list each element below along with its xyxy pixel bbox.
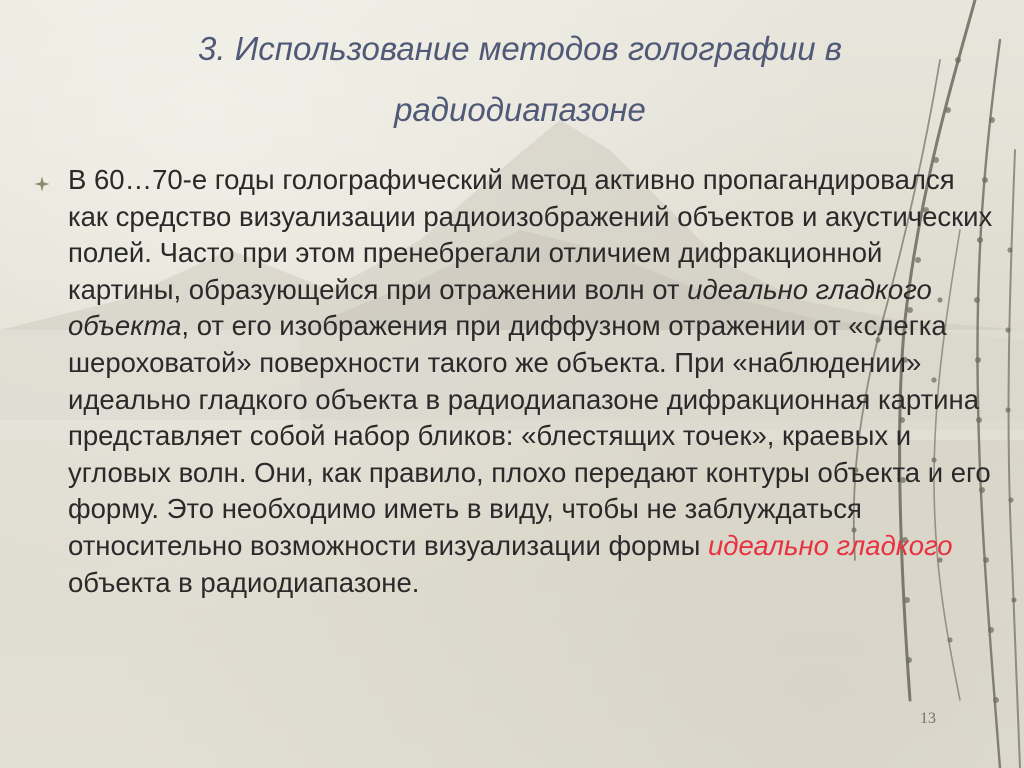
- page-number: 13: [920, 710, 936, 727]
- diamond-four-point-icon: [34, 176, 50, 192]
- slide-title-line-2: радиодиапазоне: [394, 91, 646, 128]
- slide-title: [60, 18, 980, 140]
- body-text-part-3: объекта в радиодиапазоне.: [68, 566, 420, 598]
- emphasis-ideal-smooth-object: идеально гладкого объекта: [68, 273, 932, 342]
- body-text-part-2: , от его изображения при диффузном отражении от «слегка шероховатой» поверхности такого же объекта. При «наблюдении» идеально гладкого объекта в радиодиапазоне дифракционная картина представляет собой набор бликов: «блестящих точек», краевых и угловых волн. Они, как правило, плохо передают контуры объекта и его форму. Это необходимо иметь в виду, чтобы не заблуждаться относительно возможности визуализации формы: [68, 310, 991, 561]
- slide-title-line-1: 3. Использование методов голографии в: [198, 30, 842, 67]
- bullet-text: [68, 162, 998, 601]
- body-text-part-1: В 60…70-е годы голографический метод активно пропагандировался как средство визуализации радиоизображений объектов и акустических полей. Часто при этом пренебрегали отличием дифракционной картины, образующейся при отражении волн от: [68, 164, 993, 305]
- highlight-ideal-smooth: идеально гладкого: [708, 529, 953, 561]
